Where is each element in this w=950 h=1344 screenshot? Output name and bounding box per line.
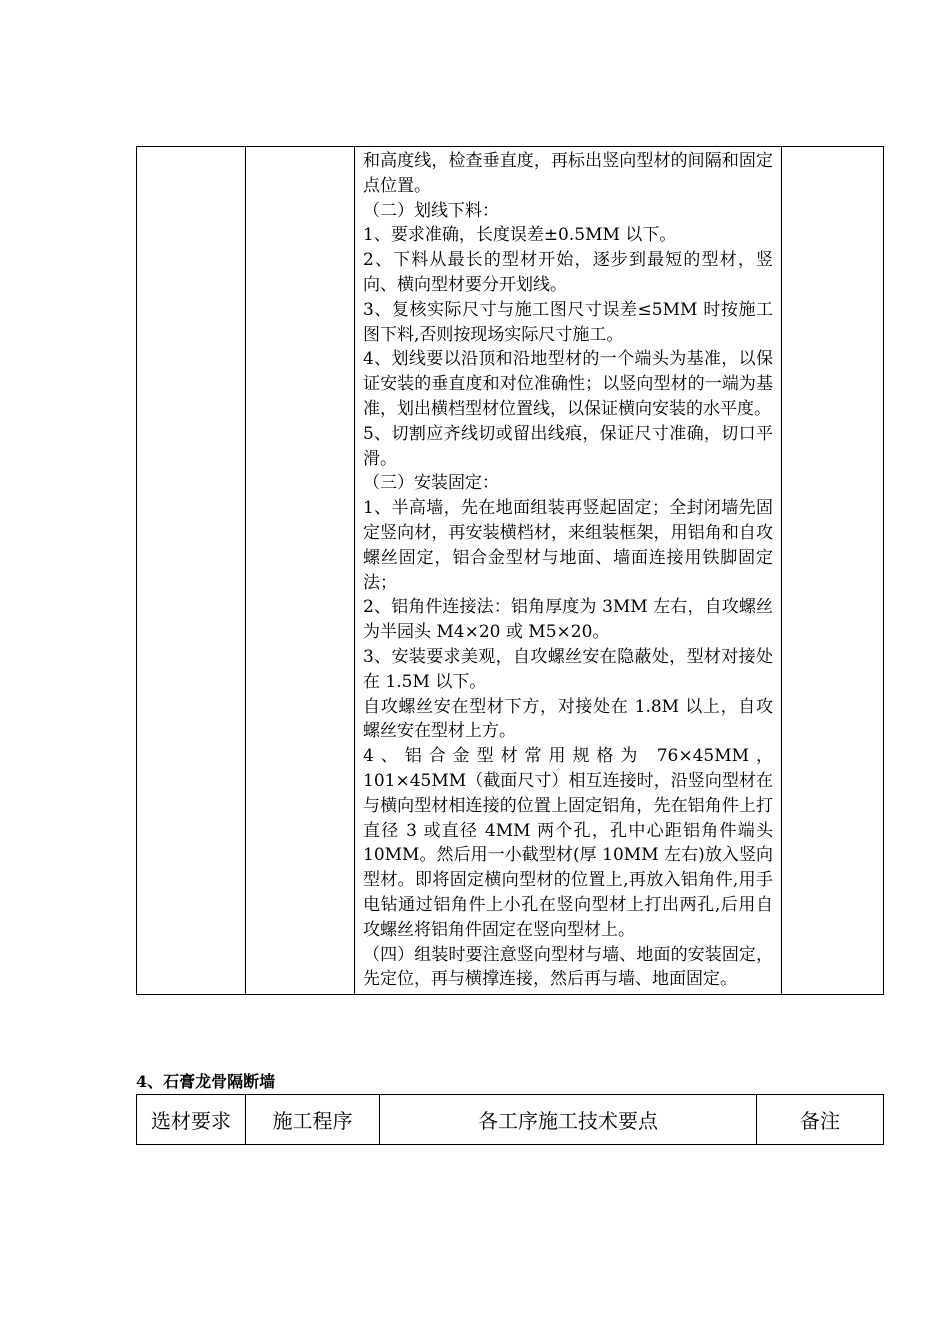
paragraph: （二）划线下料： <box>363 200 499 221</box>
construction-steps-table <box>136 146 884 995</box>
table-row <box>137 147 884 995</box>
paragraph: 和高度线，检查垂直度，再标出竖向型材的间隔和固定点位置。 <box>363 151 773 196</box>
remarks-cell <box>782 147 884 995</box>
paragraph: （四）组装时要注意竖向型材与墙、地面的安装固定，先定位，再与横撑连接，然后再与墙、地面固定。 <box>363 944 773 990</box>
paragraph: 5、切割应齐线切或留出线痕，保证尺寸准确，切口平滑。 <box>363 423 773 469</box>
gypsum-keel-partition-table <box>136 1094 884 1145</box>
paragraph: 2、下料从最长的型材开始，逐步到最短的型材，竖向、横向型材要分开划线。 <box>363 250 773 295</box>
header-remarks: 备注 <box>757 1095 884 1145</box>
technical-points-cell <box>355 147 782 995</box>
table-header-row <box>137 1095 884 1145</box>
construction-procedure-cell <box>246 147 355 995</box>
paragraph: 1、要求准确，长度误差±0.5MM 以下。 <box>363 225 677 246</box>
paragraph: 3、安装要求美观，自攻螺丝安在隐蔽处，型材对接处在 1.5M 以下。 <box>363 646 773 692</box>
header-construction-procedure: 施工程序 <box>246 1095 380 1145</box>
paragraph: 4、铝合金型材常用规格为 76×45MM，101×45MM（截面尺寸）相互连接时，沿竖向型材在与横向型材相连接的位置上固定铝角，先在铝角件上打直径 3 或直径 4MM 两个孔，孔中心距铝角件端头 10MM。然后用一小截型材(厚 10MM 左右)放入竖向型材。即将固定横向型材的位置上,再放入铝角件,用手电钻通过铝角件上小孔在竖向型材上打出两孔,后用自攻螺丝将铝角件固定在竖向型材上。 <box>363 746 773 940</box>
section-heading: 4、石膏龙骨隔断墙 <box>136 1072 276 1091</box>
header-material-requirements: 选材要求 <box>137 1095 246 1145</box>
paragraph: 2、铝角件连接法：铝角厚度为 3MM 左右，自攻螺丝为半园头 M4×20 或 M5×20。 <box>363 597 773 643</box>
paragraph: （三）安装固定： <box>363 473 499 494</box>
paragraph: 自攻螺丝安在型材下方，对接处在 1.8M 以上，自攻螺丝安在型材上方。 <box>363 696 773 742</box>
paragraph: 4、划线要以沿顶和沿地型材的一个端头为基准，以保证安装的垂直度和对位准确性；以竖向型材的一端为基准，划出横档型材位置线，以保证横向安装的水平度。 <box>363 349 773 419</box>
material-requirements-cell <box>137 147 246 995</box>
paragraph: 3、复核实际尺寸与施工图尺寸误差≤5MM 时按施工图下料,否则按现场实际尺寸施工。 <box>363 299 773 345</box>
header-technical-points: 各工序施工技术要点 <box>380 1095 757 1145</box>
paragraph: 1、半高墙，先在地面组装再竖起固定；全封闭墙先固定竖向材，再安装横档材，来组装框架，用铝角和自攻螺丝固定，铝合金型材与地面、墙面连接用铁脚固定法； <box>363 498 773 593</box>
